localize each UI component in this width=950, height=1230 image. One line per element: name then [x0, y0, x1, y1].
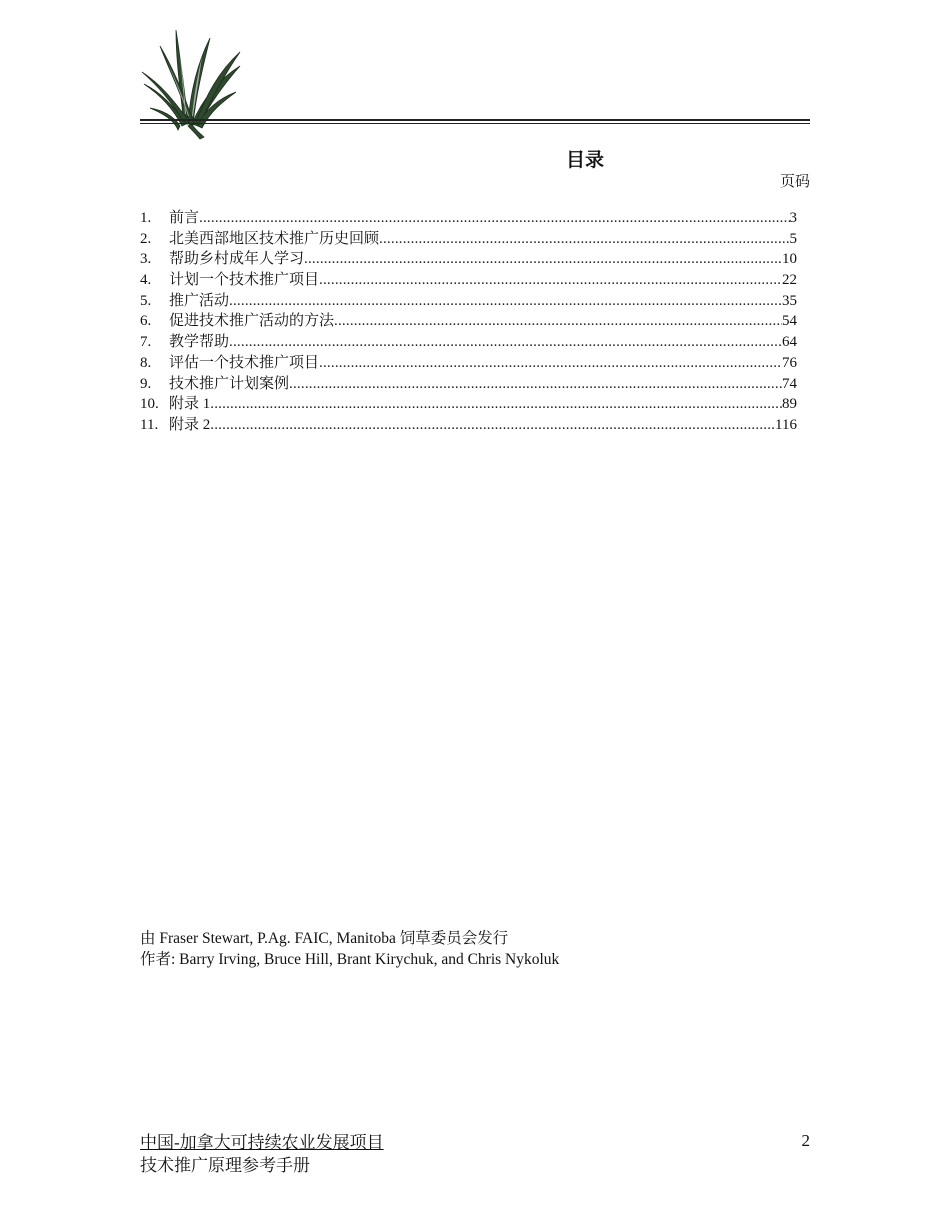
footer-project-name: 中国-加拿大可持续农业发展项目 — [140, 1133, 384, 1152]
toc-entry-title: 评估一个技术推广项目 — [169, 354, 320, 371]
toc-entry-page: 89 — [782, 396, 797, 413]
page-title: 目录 — [565, 149, 604, 171]
toc-entry-number: 3. — [140, 251, 152, 268]
authors-line: 作者: Barry Irving, Bruce Hill, Brant Kirychuk, and Chris Nykoluk — [140, 951, 560, 968]
toc-entry-page: 74 — [782, 375, 797, 392]
toc-leader-dots — [319, 353, 782, 374]
toc-leader-dots — [229, 332, 782, 353]
toc-entry-number: 8. — [140, 354, 152, 371]
toc-list — [140, 208, 797, 436]
toc-entry-title: 教学帮助 — [169, 334, 230, 351]
toc-entry-title: 附录 1 — [169, 396, 211, 413]
publisher-line: 由 Fraser Stewart, P.Ag. FAIC, Manitoba 饲草委员会发行 — [140, 930, 509, 947]
toc-leader-dots — [304, 249, 782, 270]
toc-entry-number: 10. — [140, 396, 159, 413]
toc-leader-dots — [210, 394, 782, 415]
toc-entry-page: 76 — [782, 354, 797, 371]
toc-entry[interactable] — [140, 208, 797, 229]
toc-entry[interactable] — [140, 249, 797, 270]
toc-leader-dots — [334, 311, 782, 332]
page-column-label: 页码 — [779, 174, 810, 190]
page-number: 2 — [801, 1131, 810, 1150]
toc-leader-dots — [379, 229, 789, 250]
toc-leader-dots — [229, 291, 782, 312]
header-rule-thin — [140, 123, 810, 124]
toc-entry-page: 22 — [782, 272, 797, 289]
toc-entry[interactable] — [140, 229, 797, 250]
toc-entry[interactable] — [140, 332, 797, 353]
toc-entry[interactable] — [140, 311, 797, 332]
toc-entry[interactable] — [140, 291, 797, 312]
toc-entry-page: 10 — [782, 251, 797, 268]
toc-entry-number: 4. — [140, 272, 152, 289]
toc-entry-title: 帮助乡村成年人学习 — [169, 251, 305, 268]
toc-entry-number: 2. — [140, 230, 152, 247]
toc-entry[interactable] — [140, 374, 797, 395]
toc-entry[interactable] — [140, 394, 797, 415]
toc-entry-number: 9. — [140, 375, 152, 392]
toc-entry-number: 1. — [140, 210, 152, 226]
toc-leader-dots — [319, 270, 782, 291]
toc-entry-number: 5. — [140, 292, 152, 309]
toc-leader-dots — [289, 374, 782, 395]
toc-entry-page: 116 — [775, 416, 797, 433]
toc-entry[interactable] — [140, 353, 797, 374]
toc-entry-number: 11. — [140, 416, 159, 433]
toc-entry-page: 3 — [789, 210, 797, 226]
footer — [140, 1131, 384, 1177]
toc-entry-page: 5 — [789, 230, 797, 247]
toc-entry-title: 技术推广计划案例 — [169, 375, 290, 392]
toc-entry[interactable] — [140, 270, 797, 291]
toc-entry-page: 35 — [782, 292, 797, 309]
toc-entry-page: 54 — [782, 313, 797, 330]
toc-entry-title: 北美西部地区技术推广历史回顾 — [169, 230, 380, 247]
toc-entry-title: 推广活动 — [169, 292, 230, 309]
toc-entry-title: 计划一个技术推广项目 — [169, 272, 320, 289]
credits — [140, 928, 559, 970]
toc-entry-number: 6. — [140, 313, 152, 330]
footer-manual-name: 技术推广原理参考手册 — [140, 1156, 310, 1175]
toc-entry-number: 7. — [140, 334, 152, 351]
toc-entry[interactable] — [140, 415, 797, 436]
header-rule — [140, 119, 810, 121]
toc-entry-page: 64 — [782, 334, 797, 351]
toc-entry-title: 促进技术推广活动的方法 — [169, 313, 335, 330]
toc-entry-title: 附录 2 — [169, 416, 211, 433]
toc-entry-title: 前言 — [169, 210, 200, 226]
toc-leader-dots — [199, 208, 789, 229]
toc-leader-dots — [210, 415, 775, 436]
